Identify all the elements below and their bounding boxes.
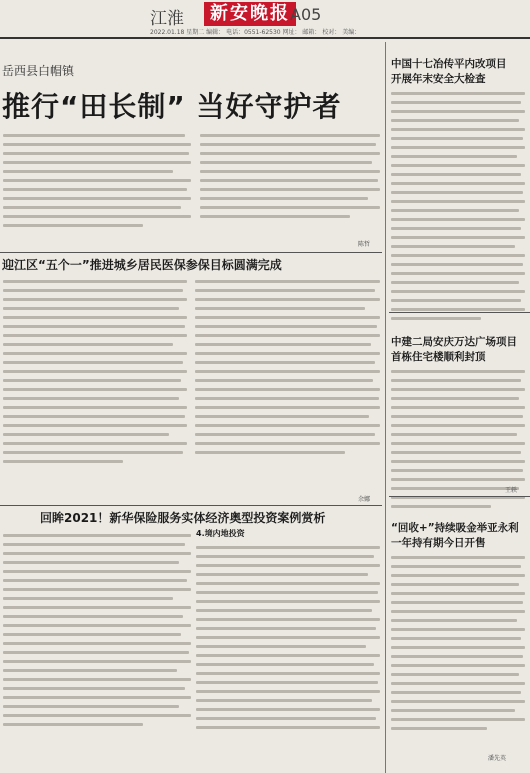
- page-number: A05: [290, 5, 322, 24]
- masthead-rule: [0, 37, 530, 39]
- newspaper-logo: 新安晚报: [204, 2, 296, 26]
- story2-byline: 余娜: [358, 496, 371, 503]
- divider: [0, 252, 382, 253]
- lead-column-1: [3, 128, 191, 233]
- lead-byline: 陈哲: [358, 241, 371, 248]
- masthead-info-line: 2022.01.18 星期二 编辑： 电话：0551-62530 网址： 邮箱： 校对： 美编：: [150, 29, 361, 36]
- section-name: 江淮: [150, 9, 184, 29]
- story3-column-1: [3, 528, 191, 732]
- lead-column-2: [200, 128, 380, 224]
- story3-subhead: 4.境内地投资: [196, 529, 245, 538]
- story-b-title-1: 中建二局安庆万达广场项目: [391, 336, 517, 348]
- story-b-title-2: 首栋住宅楼顺利封顶: [391, 351, 486, 363]
- story2-column-1: [3, 274, 187, 469]
- story3-headline: 回眸2021！新华保险服务实体经济奥型投资案例赏析: [40, 511, 326, 525]
- story-c-body: [391, 550, 525, 736]
- divider: [389, 496, 530, 497]
- story-c-byline: 潘先英: [488, 755, 507, 762]
- story-a-title-2: 开展年末安全大检查: [391, 73, 486, 85]
- story-a-body: [391, 86, 525, 326]
- divider: [389, 312, 530, 313]
- story2-column-2: [195, 274, 380, 460]
- story3-column-2: [196, 540, 380, 735]
- story-b-byline: 王轶: [505, 487, 518, 494]
- lead-headline: 推行“田长制” 当好守护者: [2, 90, 342, 123]
- lead-kicker: 岳西县白帽镇: [2, 64, 75, 78]
- column-rule: [385, 42, 386, 773]
- story-c-title-1: “回收+”持续吸金举亚永利: [391, 522, 519, 534]
- story-a-title-1: 中国十七冶传平内改项目: [391, 58, 507, 70]
- story-c-title-2: 一年持有期今日开售: [391, 537, 486, 549]
- divider: [0, 505, 382, 506]
- masthead: [0, 0, 530, 38]
- story2-headline: 迎江区“五个一”推进城乡居民医保参保目标圆满完成: [2, 258, 282, 272]
